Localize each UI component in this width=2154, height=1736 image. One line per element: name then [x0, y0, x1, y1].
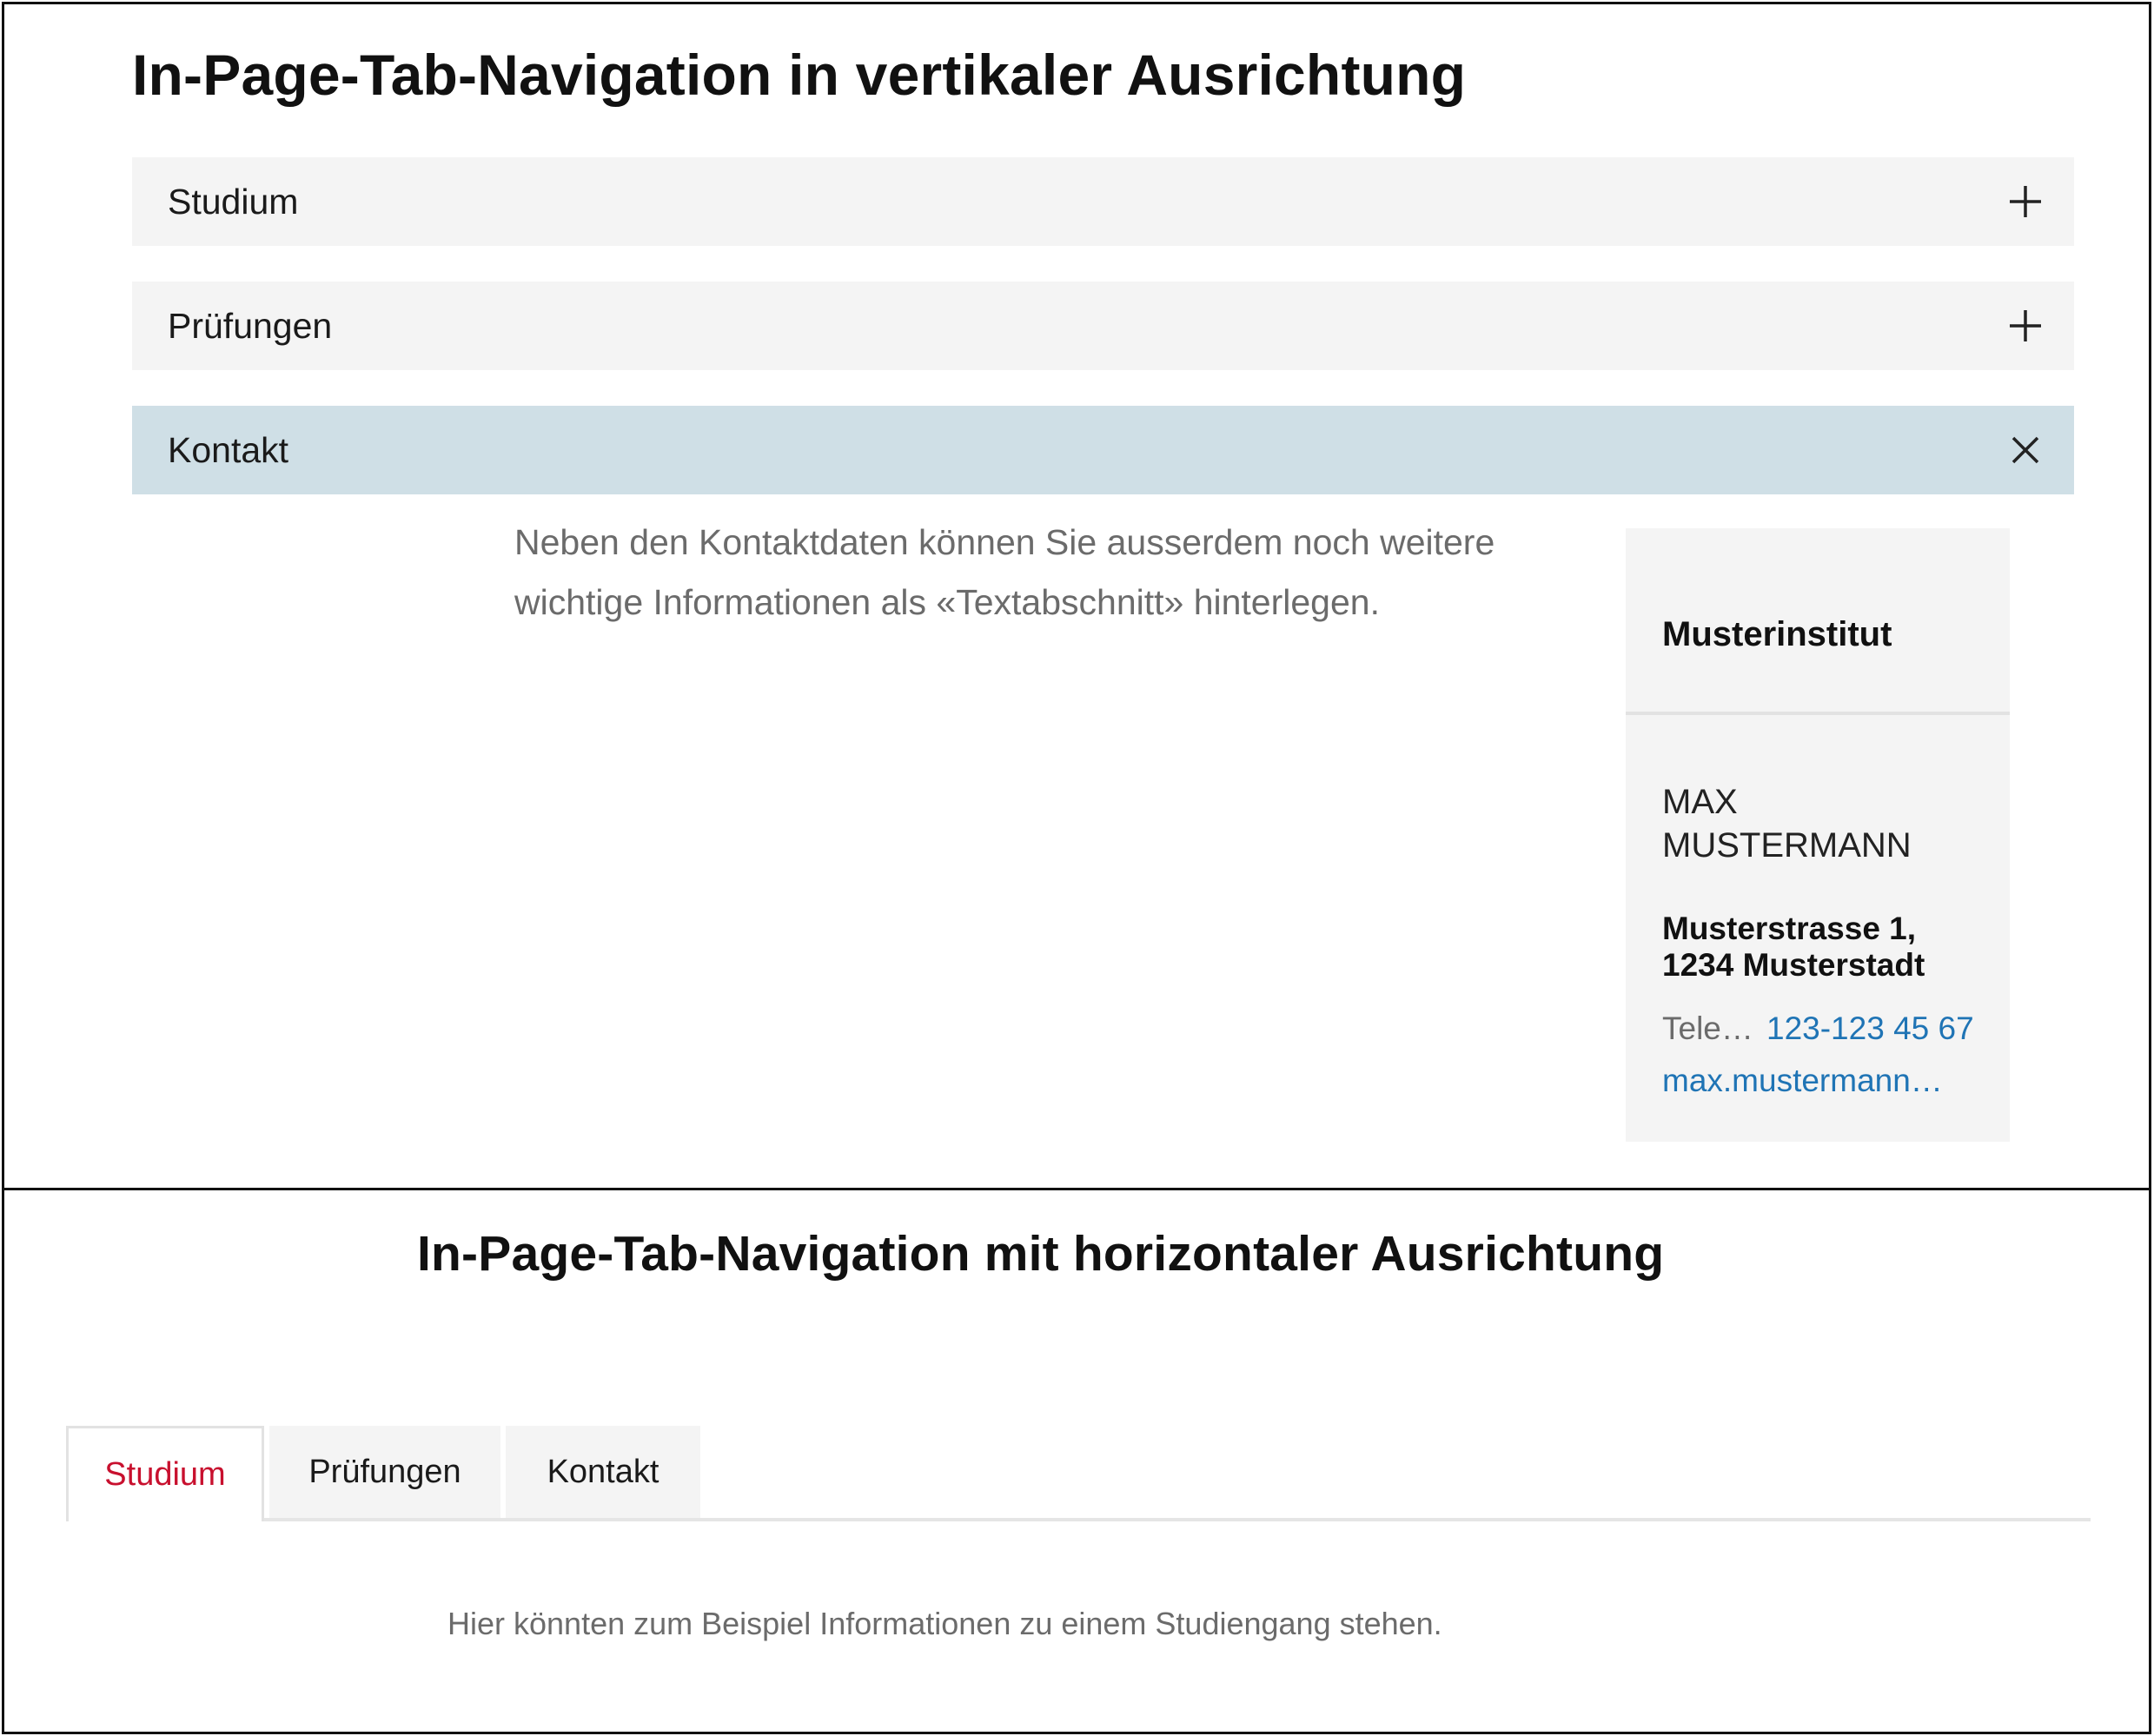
accordion-item-studium[interactable]	[132, 157, 2074, 246]
phone-label: Tele…	[1662, 1010, 1753, 1046]
accordion-item-pruefungen[interactable]	[132, 282, 2074, 370]
institute-name: Musterinstitut	[1662, 615, 1892, 653]
close-icon[interactable]	[2008, 433, 2043, 467]
plus-icon[interactable]	[2008, 184, 2043, 219]
address-line: 1234 Musterstadt	[1662, 947, 1925, 983]
accordion-item-kontakt[interactable]	[132, 406, 2074, 494]
contact-name-line: MAX	[1662, 783, 1738, 821]
address-line: Musterstrasse 1,	[1662, 911, 1917, 946]
plus-icon[interactable]	[2008, 308, 2043, 343]
contact-person-name	[1662, 780, 1912, 867]
contact-card	[1626, 528, 2010, 1142]
tab-bar-divider	[68, 1518, 2091, 1521]
contact-name-line: MUSTERMANN	[1662, 826, 1912, 865]
tab-kontakt[interactable]: Kontakt	[506, 1426, 700, 1518]
accordion-item-label: Prüfungen	[168, 306, 333, 346]
horizontal-section-title: In-Page-Tab-Navigation mit horizontaler Ausrichtung	[417, 1226, 1665, 1282]
tab-studium[interactable]: Studium	[66, 1426, 264, 1521]
kontakt-description: Neben den Kontaktdaten können Sie ausserdem noch weitere wichtige Informationen als «Textabschnitt» hinterlegen.	[514, 522, 1495, 622]
tab-pruefungen[interactable]: Prüfungen	[269, 1426, 500, 1518]
contact-card-header	[1626, 528, 2010, 715]
accordion-item-label: Kontakt	[168, 430, 289, 470]
phone-link[interactable]: 123-123 45 67	[1766, 1010, 1974, 1046]
vertical-section-title: In-Page-Tab-Navigation in vertikaler Ausrichtung	[132, 43, 1467, 107]
tab-panel-content: Hier könnten zum Beispiel Informationen zu einem Studiengang stehen.	[447, 1606, 1442, 1641]
accordion-item-label: Studium	[168, 182, 299, 222]
email-link[interactable]: max.mustermann…	[1662, 1063, 1943, 1098]
contact-address	[1662, 911, 1925, 984]
